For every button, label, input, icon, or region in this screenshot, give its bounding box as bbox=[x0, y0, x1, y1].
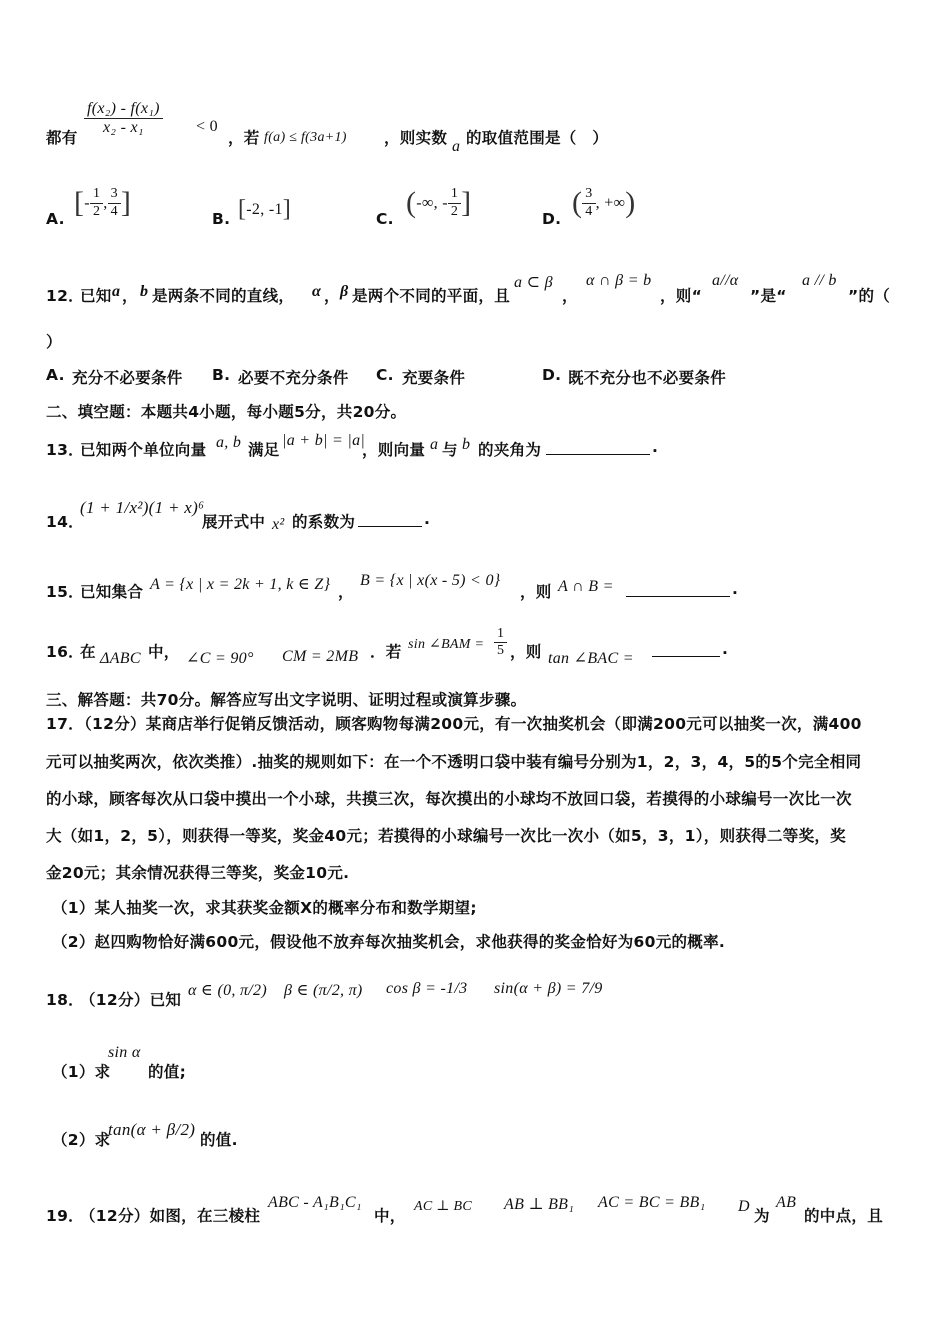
q17-part-2: （2）赵四购物恰好满600元，假设他不放弃每次抽奖机会，求他获得的奖金恰好为60元的概率. bbox=[52, 933, 726, 951]
q15-set-a: A = {x | x = 2k + 1, k ∈ Z} bbox=[150, 576, 331, 593]
q12-option-d-label: D. bbox=[542, 366, 562, 384]
q13-vectors: a, b bbox=[216, 434, 242, 451]
q12-text6: ”的（ bbox=[848, 287, 891, 305]
q16-triangle: ΔABC bbox=[100, 650, 141, 667]
q18-p1b: 的值; bbox=[148, 1063, 187, 1081]
q16-t2: 中， bbox=[148, 643, 180, 661]
q18-p1a: （1）求 bbox=[52, 1063, 111, 1081]
q18-part-2 bbox=[52, 1106, 910, 1154]
q11-option-d-label: D. bbox=[542, 210, 562, 228]
q19-ac-perp-bc: AC ⊥ BC bbox=[414, 1199, 473, 1214]
q11-option-b: [-2, -1] bbox=[238, 196, 292, 222]
q12-m3: a//α bbox=[712, 272, 739, 289]
q19-ab-perp-bb1: AB ⊥ BB₁ bbox=[504, 1196, 575, 1213]
q12-b: b bbox=[140, 283, 149, 300]
q18-p2b: 的值. bbox=[200, 1131, 238, 1149]
q16-answer-blank[interactable] bbox=[652, 640, 720, 657]
q12-m1: a ⊂ β bbox=[514, 274, 553, 291]
q13-t5: 的夹角为 bbox=[478, 441, 542, 459]
q14-end: . bbox=[424, 510, 431, 528]
q15-number: 15． bbox=[46, 583, 84, 601]
q11-option-b-label: B. bbox=[212, 210, 231, 228]
q17-line-1: 17．（12分）某商店举行促销反馈活动，顾客购物每满200元，有一次抽奖机会（即满200元可以抽奖一次，满400 bbox=[46, 715, 862, 733]
q18-p1m: sin α bbox=[108, 1044, 141, 1061]
q12-text2: 是两条不同的直线， bbox=[152, 287, 295, 305]
q19-equal-sides: AC = BC = BB₁ bbox=[598, 1194, 706, 1211]
q18-beta-range: β ∈ (π/2, π) bbox=[284, 982, 363, 999]
q17-line-3: 的小球，顾客每次从口袋中摸出一个小球，共摸三次，每次摸出的小球均不放回口袋，若摸得的小球编号一次比一次 bbox=[46, 790, 852, 808]
q16-t3: ．若 bbox=[370, 643, 402, 661]
q19-number: 19． bbox=[46, 1207, 84, 1225]
q13-end: . bbox=[652, 438, 659, 456]
q13-condition: |a + b| = |a| bbox=[282, 432, 366, 449]
q13-answer-blank[interactable] bbox=[546, 438, 650, 455]
q15-t2: ，则 bbox=[520, 583, 552, 601]
q17-part-1: （1）某人抽奖一次，求其获奖金额X的概率分布和数学期望; bbox=[52, 899, 477, 917]
q12-m4: a // b bbox=[802, 272, 837, 289]
q11-var: a bbox=[452, 138, 461, 155]
q12-line bbox=[46, 272, 910, 312]
q11-ineq: < 0 bbox=[196, 118, 218, 135]
q12-option-c: 充要条件 bbox=[402, 369, 466, 387]
q16-sin-frac: $\frac{1}{5}$ bbox=[494, 626, 507, 659]
q11-option-a: [- $\frac{1}{2}$ , $\frac{3}{4}$ ] bbox=[74, 186, 132, 219]
q18-cos-beta: cos β = -1/3 bbox=[386, 980, 468, 997]
q14-expression: (1 + 1/x²)(1 + x)⁶ bbox=[80, 498, 205, 517]
q11-option-a-label: A. bbox=[46, 210, 65, 228]
q13-t3: ，则向量 bbox=[362, 441, 426, 459]
q16-tan-bac: tan ∠BAC = bbox=[548, 650, 634, 667]
q13-t1: 已知两个单位向量 bbox=[80, 441, 207, 459]
q19-ab: AB bbox=[776, 1194, 797, 1211]
q19-prism: ABC - A₁B₁C₁ bbox=[268, 1194, 362, 1211]
q18-part-1 bbox=[52, 1044, 910, 1084]
q12-text3: 是两个不同的平面，且 bbox=[352, 287, 511, 305]
q12-option-a: 充分不必要条件 bbox=[72, 369, 183, 387]
q18-line bbox=[46, 966, 910, 1014]
q14-x2: x² bbox=[272, 516, 285, 533]
q12-option-d: 既不充分也不必要条件 bbox=[568, 369, 727, 387]
q17-line-2: 元可以抽奖两次，依次类推）.抽奖的规则如下：在一个不透明口袋中装有编号分别为1，2，3，4，5的5个完全相同 bbox=[46, 753, 862, 771]
section-solutions-title: 三、解答题：共70分。解答应写出文字说明、证明过程或演算步骤。 bbox=[46, 691, 527, 709]
q12-close: ） bbox=[46, 333, 62, 351]
q12-text1: 已知 bbox=[80, 287, 112, 305]
q16-end: . bbox=[722, 640, 729, 658]
q11-frac-den: x₂ - x₁ bbox=[103, 119, 144, 137]
q19-t1: （12分）如图，在三棱柱 bbox=[80, 1207, 261, 1225]
q12-comma2: ， bbox=[324, 287, 340, 305]
q11-lead: 都有 bbox=[46, 129, 78, 147]
q14-number: 14． bbox=[46, 513, 84, 531]
q12-m2: α ∩ β = b bbox=[586, 272, 652, 289]
q12-option-a-label: A. bbox=[46, 366, 65, 384]
q15-line bbox=[46, 566, 910, 602]
q15-answer-blank[interactable] bbox=[626, 580, 730, 597]
q19-t4: 的中点，且 bbox=[804, 1207, 884, 1225]
q12-comma3: ， bbox=[562, 287, 578, 305]
q11-option-d: ( $\frac{3}{4}$ , +∞) bbox=[572, 186, 636, 219]
q13-number: 13． bbox=[46, 441, 84, 459]
q11-line bbox=[46, 100, 910, 160]
q15-intersection: A ∩ B = bbox=[558, 578, 614, 595]
q19-d: D bbox=[738, 1198, 750, 1215]
q15-t1: 已知集合 bbox=[80, 583, 144, 601]
q12-beta: β bbox=[340, 283, 349, 300]
q12-comma: ， bbox=[122, 287, 138, 305]
q18-sin-sum: sin(α + β) = 7/9 bbox=[494, 980, 603, 997]
q16-t1: 在 bbox=[80, 643, 96, 661]
q15-end: . bbox=[732, 580, 739, 598]
q19-t3: 为 bbox=[754, 1207, 770, 1225]
q14-line bbox=[46, 484, 910, 534]
q12-text5: ”是“ bbox=[750, 287, 787, 305]
q13-line bbox=[46, 430, 910, 460]
q12-a: a bbox=[112, 283, 121, 300]
q16-number: 16． bbox=[46, 643, 84, 661]
q17-line-4: 大（如1，2，5），则获得一等奖，奖金40元；若摸得的小球编号一次比一次小（如5，3，1），则获得二等奖，奖 bbox=[46, 827, 846, 845]
q18-number: 18． bbox=[46, 991, 84, 1009]
section-fill-in-title: 二、填空题：本题共4小题，每小题5分，共20分。 bbox=[46, 403, 407, 421]
q15-set-b: B = {x | x(x - 5) < 0} bbox=[360, 572, 501, 589]
q18-alpha-range: α ∈ (0, π/2) bbox=[188, 982, 267, 999]
q19-line bbox=[46, 1190, 910, 1226]
q16-angle-c: ∠C = 90° bbox=[186, 650, 254, 667]
q16-line bbox=[46, 626, 910, 670]
q11-cond: f(a) ≤ f(3a+1) bbox=[264, 130, 347, 145]
q11-fraction bbox=[84, 100, 163, 138]
q11-tail: ，则实数 bbox=[384, 129, 448, 147]
q11-end: 的取值范围是（ ） bbox=[466, 129, 609, 147]
q16-sin-bam: sin ∠BAM = bbox=[408, 637, 485, 652]
q12-text4: ，则“ bbox=[660, 287, 703, 305]
q13-a: a bbox=[430, 436, 439, 453]
q12-option-b-label: B. bbox=[212, 366, 231, 384]
q16-cm: CM = 2MB bbox=[282, 648, 359, 665]
q17-line-5: 金20元；其余情况获得三等奖，奖金10元. bbox=[46, 864, 350, 882]
q15-comma: ， bbox=[338, 583, 354, 601]
q14-answer-blank[interactable] bbox=[358, 510, 422, 527]
q13-t4: 与 bbox=[442, 441, 458, 459]
q12-number: 12． bbox=[46, 287, 84, 305]
q14-t1: 展开式中 bbox=[202, 513, 266, 531]
q12-option-b: 必要不充分条件 bbox=[238, 369, 349, 387]
q11-option-c-label: C. bbox=[376, 210, 394, 228]
q11-option-c: (-∞, - $\frac{1}{2}$ ] bbox=[406, 186, 472, 219]
q14-t2: 的系数为 bbox=[292, 513, 356, 531]
q18-p2m: tan(α + β/2) bbox=[108, 1120, 196, 1139]
q11-options bbox=[46, 186, 910, 236]
q16-t4: ，则 bbox=[510, 643, 542, 661]
q13-b: b bbox=[462, 436, 471, 453]
q13-t2: 满足 bbox=[248, 441, 280, 459]
q18-p2a: （2）求 bbox=[52, 1131, 111, 1149]
q19-t2: 中， bbox=[374, 1207, 406, 1225]
q18-t1: （12分）已知 bbox=[80, 991, 182, 1009]
q11-mid: ，若 bbox=[228, 129, 260, 147]
q12-alpha: α bbox=[312, 283, 322, 300]
q11-frac-num: f(x₂) - f(x₁) bbox=[84, 100, 163, 119]
q12-option-c-label: C. bbox=[376, 366, 394, 384]
